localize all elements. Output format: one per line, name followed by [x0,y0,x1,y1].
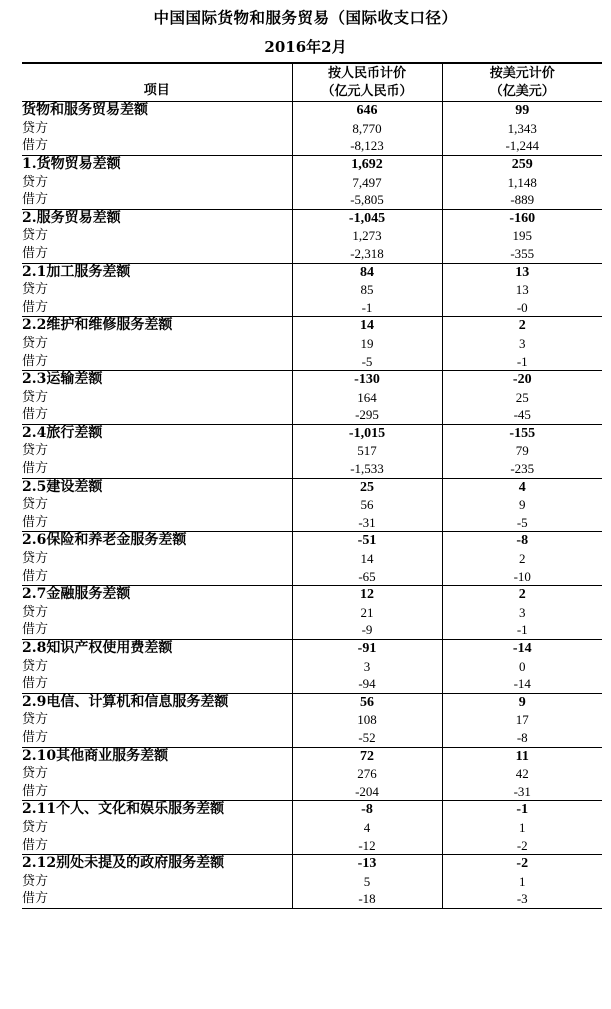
page-subtitle: 2016年2月 [264,38,347,56]
section-usd-value: 2 [442,586,602,604]
sub-row [22,604,602,622]
sub-usd-value: -8 [442,729,602,747]
section-row [22,371,602,389]
sub-row [22,514,602,532]
section-label: 2.11个人、文化和娱乐服务差额 [22,801,292,819]
header-usd [442,63,602,102]
sub-row [22,890,602,908]
section-usd-value: 4 [442,478,602,496]
sub-usd-value: 1 [442,873,602,891]
header-usd-line2: （亿美元） [489,83,555,99]
sub-usd-value: 1,343 [442,120,602,138]
header-rmb [292,63,442,102]
sub-rmb-value: -18 [292,890,442,908]
sub-label: 借方 [22,353,49,369]
sub-row [22,227,602,245]
sub-row [22,191,602,209]
section-label: 货物和服务贸易差额 [22,102,148,119]
section-rmb-value: -91 [292,640,442,658]
sub-usd-value: 1,148 [442,174,602,192]
sub-rmb-value: 3 [292,658,442,676]
section-rmb-value: -13 [292,855,442,873]
section-row [22,155,602,173]
sub-label: 贷方 [22,282,49,298]
sub-usd-value: -1 [442,621,602,639]
section-label: 2.2维护和维修服务差额 [22,317,292,335]
sub-rmb-value: -8,123 [292,137,442,155]
section-row [22,640,602,658]
sub-rmb-value: 5 [292,873,442,891]
section-rmb-value: -8 [292,801,442,819]
sub-label: 借方 [22,299,49,315]
sub-row [22,568,602,586]
sub-rmb-value: 56 [292,496,442,514]
sub-usd-value: -31 [442,783,602,801]
sub-rmb-value: -12 [292,837,442,855]
sub-rmb-value: -52 [292,729,442,747]
header-usd-line1: 按美元计价 [489,66,555,81]
sub-row [22,245,602,263]
sub-label: 借方 [22,837,49,853]
table-header-row [22,63,602,102]
sub-label: 贷方 [22,389,49,405]
section-row [22,263,602,281]
sub-rmb-value: 19 [292,335,442,353]
sub-rmb-value: -2,318 [292,245,442,263]
sub-label: 贷方 [22,174,49,190]
sub-label: 贷方 [22,712,49,728]
sub-rmb-value: 21 [292,604,442,622]
sub-usd-value: 195 [442,227,602,245]
sub-label: 贷方 [22,497,49,513]
section-rmb-value: 1,692 [292,155,442,173]
sub-row [22,621,602,639]
section-label: 2.4旅行差额 [22,424,292,442]
sub-row [22,550,602,568]
sub-row [22,389,602,407]
sub-usd-value: 0 [442,658,602,676]
sub-row [22,174,602,192]
sub-rmb-value: 1,273 [292,227,442,245]
section-rmb-value: 84 [292,263,442,281]
section-row [22,693,602,711]
sub-usd-value: -0 [442,299,602,317]
section-usd-value: -2 [442,855,602,873]
section-usd-value: -20 [442,371,602,389]
section-usd-value: 13 [442,263,602,281]
section-rmb-value: -51 [292,532,442,550]
sub-usd-value: -355 [442,245,602,263]
sub-row [22,837,602,855]
sub-usd-value: -10 [442,568,602,586]
sub-rmb-value: -295 [292,406,442,424]
section-label: 2.6保险和养老金服务差额 [22,532,292,550]
sub-rmb-value: -94 [292,675,442,693]
section-row [22,855,602,873]
sub-usd-value: -235 [442,460,602,478]
section-row [22,478,602,496]
sub-rmb-value: -1 [292,299,442,317]
sub-rmb-value: -65 [292,568,442,586]
table-body [22,102,602,909]
sub-rmb-value: 108 [292,711,442,729]
sub-label: 借方 [22,514,49,530]
section-row [22,102,602,120]
sub-rmb-value: -5 [292,353,442,371]
sub-label: 借方 [22,192,49,208]
header-item: 项目 [22,63,292,102]
sub-row [22,819,602,837]
sub-usd-value: 3 [442,335,602,353]
sub-usd-value: -5 [442,514,602,532]
sub-row [22,765,602,783]
sub-label: 贷方 [22,873,49,889]
section-row [22,532,602,550]
sub-rmb-value: 517 [292,442,442,460]
section-usd-value: 259 [442,155,602,173]
sub-rmb-value: -9 [292,621,442,639]
sub-label: 贷方 [22,604,49,620]
sub-label: 贷方 [22,658,49,674]
sub-usd-value: -3 [442,890,602,908]
header-rmb-line2: （亿元人民币） [321,83,413,99]
sub-row [22,729,602,747]
sub-row [22,335,602,353]
section-row [22,424,602,442]
sub-label: 借方 [22,622,49,638]
section-rmb-value: 56 [292,693,442,711]
section-rmb-value: 72 [292,747,442,765]
sub-row [22,299,602,317]
sub-label: 借方 [22,407,49,423]
sub-row [22,281,602,299]
sub-label: 借方 [22,461,49,477]
sub-rmb-value: -5,805 [292,191,442,209]
section-rmb-value: 14 [292,317,442,335]
section-rmb-value: 12 [292,586,442,604]
section-rmb-value: 646 [292,102,442,120]
sub-usd-value: 9 [442,496,602,514]
sub-label: 贷方 [22,443,49,459]
sub-label: 贷方 [22,819,49,835]
sub-row [22,406,602,424]
section-usd-value: -1 [442,801,602,819]
sub-row [22,460,602,478]
section-usd-value: -14 [442,640,602,658]
section-usd-value: -155 [442,424,602,442]
section-rmb-value: -1,015 [292,424,442,442]
sub-usd-value: -1 [442,353,602,371]
sub-row [22,658,602,676]
sub-usd-value: -14 [442,675,602,693]
section-label: 2.12别处未提及的政府服务差额 [22,855,292,873]
section-row [22,317,602,335]
section-usd-value: -8 [442,532,602,550]
sub-rmb-value: 8,770 [292,120,442,138]
sub-label: 借方 [22,568,49,584]
section-label: 2.服务贸易差额 [22,209,292,227]
sub-rmb-value: 7,497 [292,174,442,192]
sub-usd-value: 3 [442,604,602,622]
header-rmb-line1: 按人民币计价 [327,66,406,81]
sub-rmb-value: -204 [292,783,442,801]
section-row [22,586,602,604]
section-rmb-value: -1,045 [292,209,442,227]
section-usd-value: 9 [442,693,602,711]
section-usd-value: 2 [442,317,602,335]
section-label: 2.1加工服务差额 [22,263,292,281]
section-label: 2.3运输差额 [22,371,292,389]
sub-label: 贷方 [22,228,49,244]
section-label: 1.货物贸易差额 [22,155,292,173]
sub-usd-value: 25 [442,389,602,407]
sub-rmb-value: 14 [292,550,442,568]
section-usd-value: 99 [442,102,602,120]
sub-usd-value: 17 [442,711,602,729]
sub-label: 贷方 [22,120,49,136]
section-label: 2.7金融服务差额 [22,586,292,604]
sub-row [22,137,602,155]
section-usd-value: -160 [442,209,602,227]
section-rmb-value: -130 [292,371,442,389]
sub-label: 借方 [22,676,49,692]
sub-rmb-value: 4 [292,819,442,837]
section-row [22,747,602,765]
sub-label: 借方 [22,890,292,908]
sub-row [22,711,602,729]
section-row [22,801,602,819]
sub-rmb-value: 276 [292,765,442,783]
sub-row [22,675,602,693]
sub-rmb-value: -1,533 [292,460,442,478]
sub-row [22,496,602,514]
sub-usd-value: 2 [442,550,602,568]
sub-usd-value: 79 [442,442,602,460]
section-label: 2.10其他商业服务差额 [22,747,292,765]
sub-rmb-value: -31 [292,514,442,532]
sub-row [22,783,602,801]
page-title: 中国国际货物和服务贸易（国际收支口径） [153,8,458,27]
sub-label: 贷方 [22,766,49,782]
sub-usd-value: -889 [442,191,602,209]
section-label: 2.8知识产权使用费差额 [22,640,292,658]
sub-label: 借方 [22,783,49,799]
sub-label: 贷方 [22,551,49,567]
sub-usd-value: 13 [442,281,602,299]
sub-row [22,442,602,460]
sub-label: 借方 [22,729,49,745]
section-label: 2.9电信、计算机和信息服务差额 [22,693,292,711]
sub-usd-value: 1 [442,819,602,837]
section-row [22,209,602,227]
sub-usd-value: -45 [442,406,602,424]
sub-usd-value: -1,244 [442,137,602,155]
section-rmb-value: 25 [292,478,442,496]
sub-label: 贷方 [22,335,49,351]
sub-rmb-value: 85 [292,281,442,299]
trade-table [22,62,602,909]
sub-row [22,353,602,371]
section-label: 2.5建设差额 [22,478,292,496]
section-usd-value: 11 [442,747,602,765]
sub-row [22,120,602,138]
sub-row [22,873,602,891]
sub-label: 借方 [22,138,49,154]
sub-label: 借方 [22,245,49,261]
sub-usd-value: -2 [442,837,602,855]
sub-rmb-value: 164 [292,389,442,407]
sub-usd-value: 42 [442,765,602,783]
